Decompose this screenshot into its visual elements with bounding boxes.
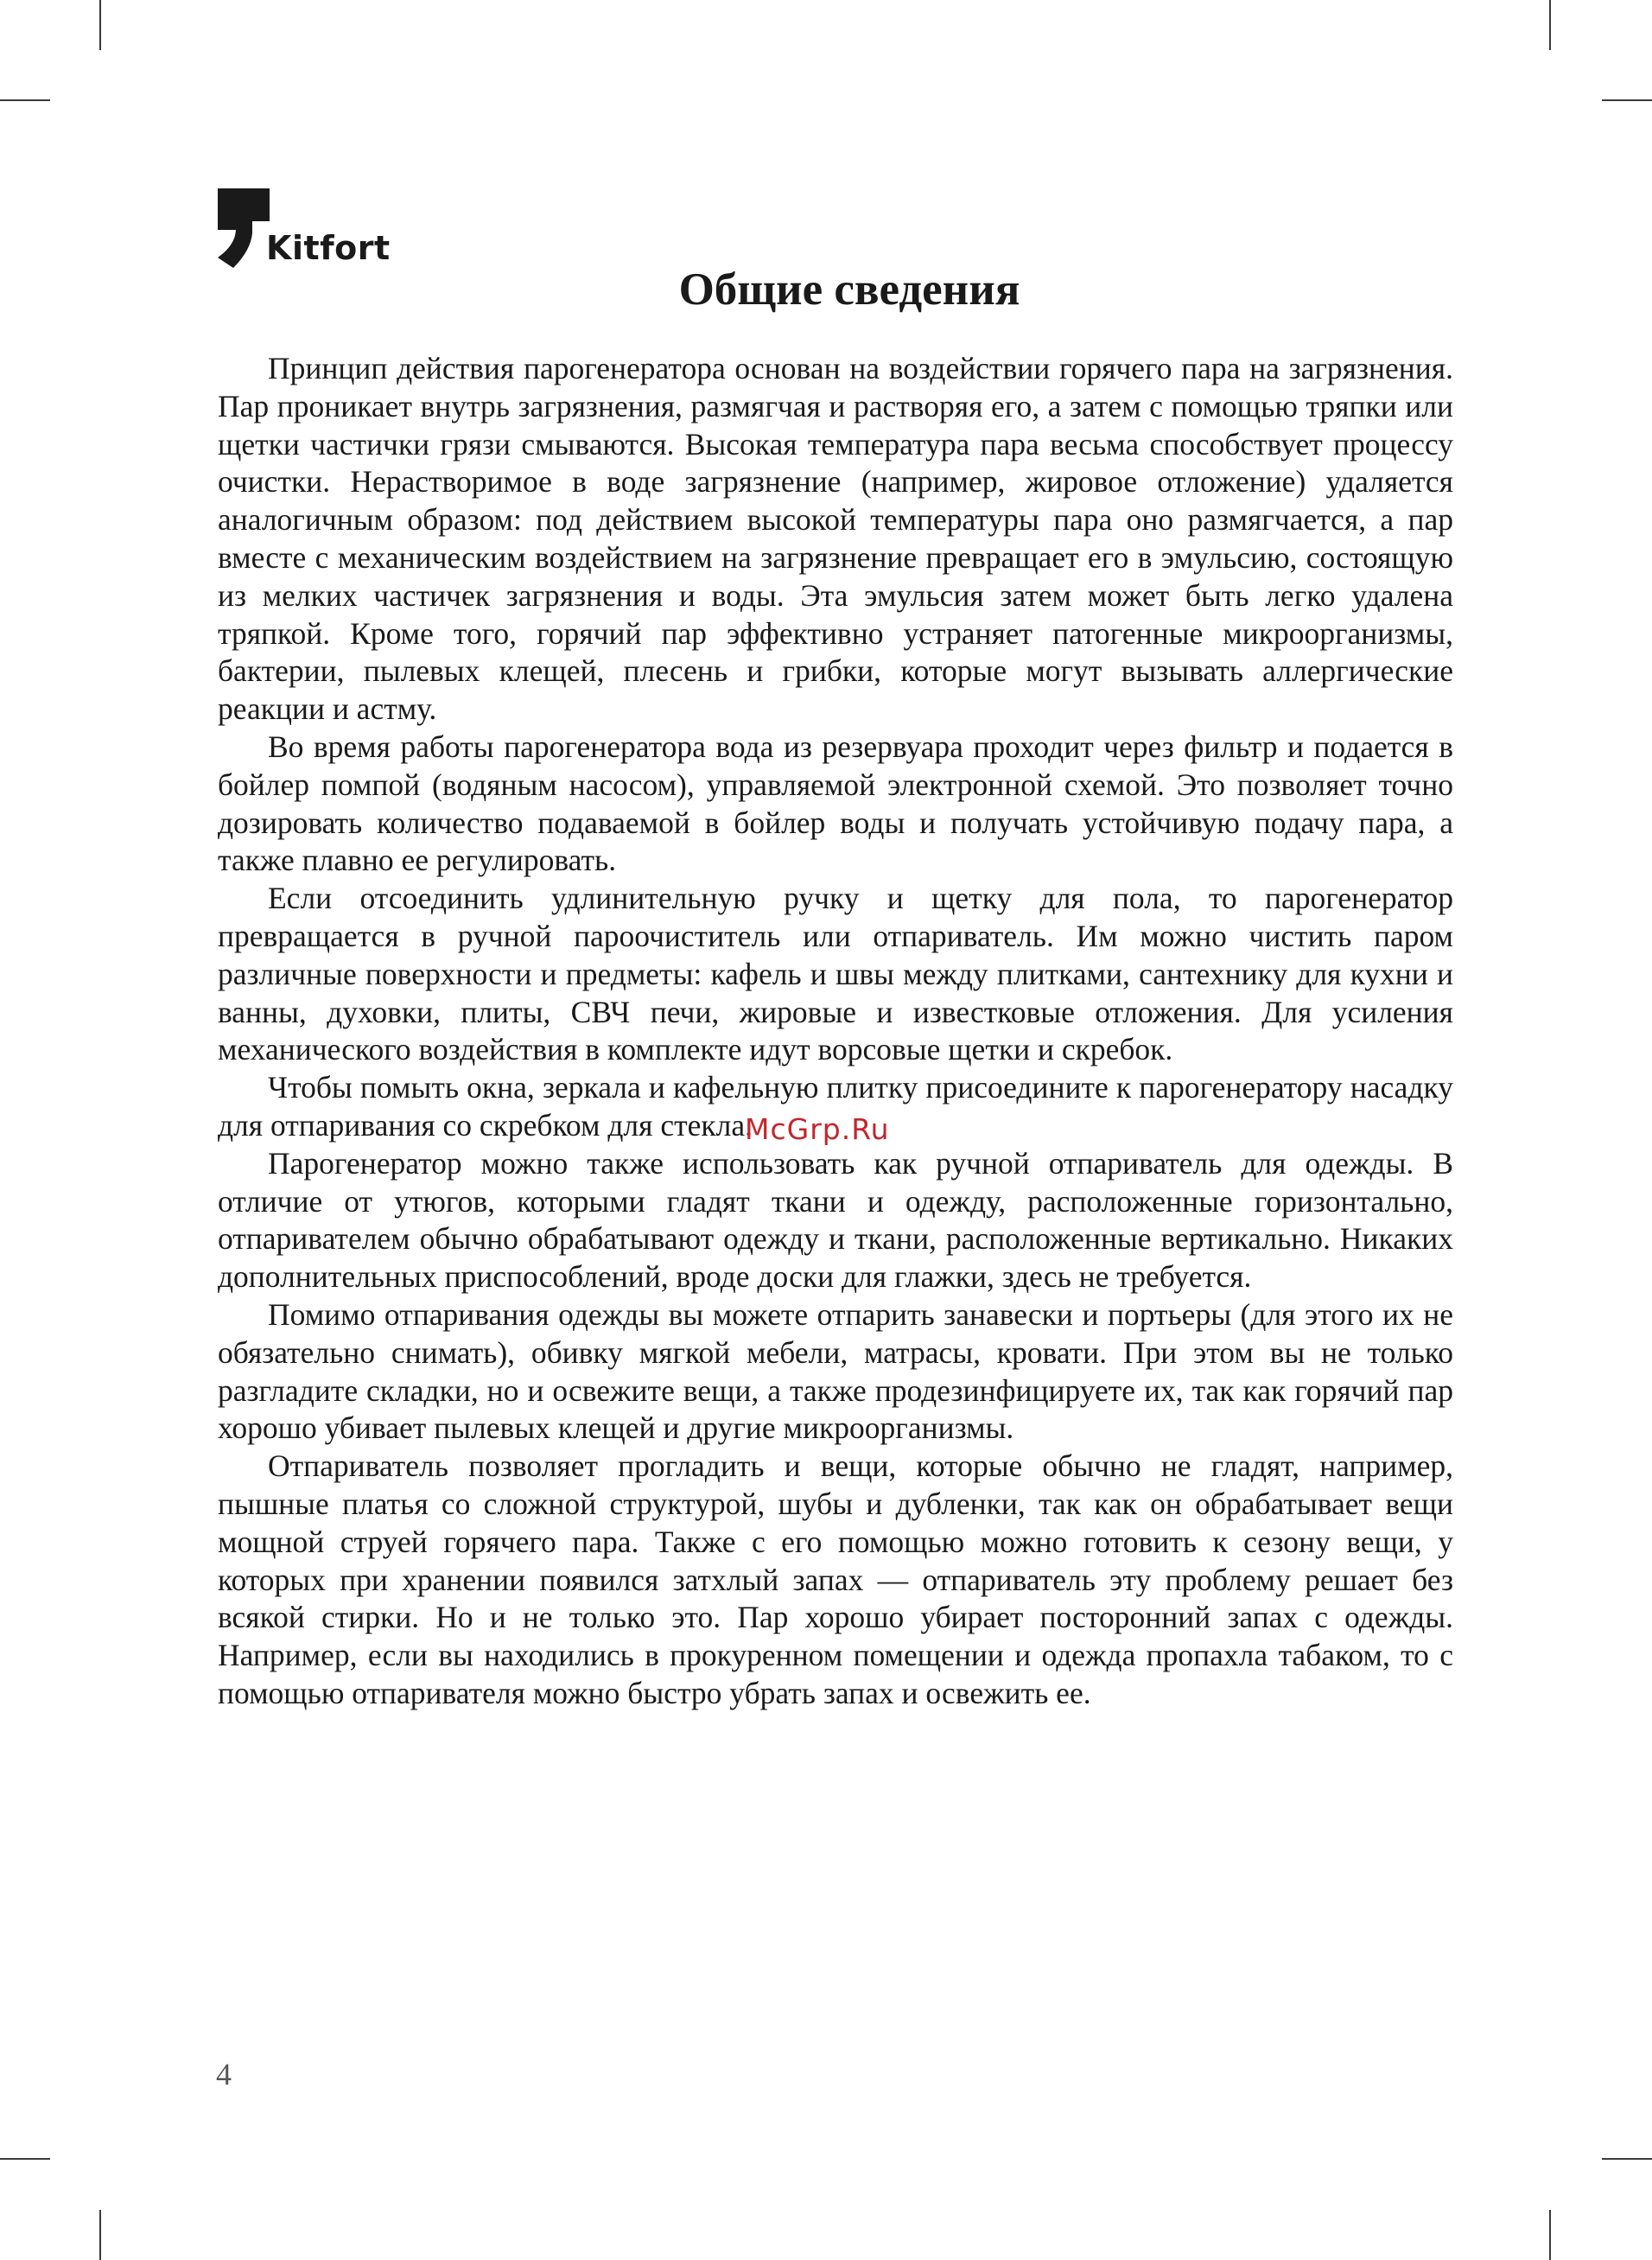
- crop-mark-top-left-vertical: [99, 0, 101, 50]
- paragraph: Чтобы помыть окна, зеркала и кафельную плитку присоедините к парогенератору насадку для отпаривания со скребком для стекла.: [218, 1070, 1453, 1143]
- crop-mark-top-left-horizontal: [0, 99, 50, 101]
- kitfort-logo-icon: [218, 188, 270, 268]
- paragraph: Помимо отпаривания одежды вы можете отпарить занавески и портьеры (для этого их не обязательно снимать), обивку мягкой мебели, матрасы, кровати. При этом вы не только разгладите складки, но и освежите вещи, а также продезинфицируете их, так как горячий пар хорошо убивает пылевых клещей и другие микроорганизмы.: [218, 1296, 1453, 1446]
- paragraph: Принцип действия парогенератора основан на воздействии горячего пара на загрязнения. Пар проникает внутрь загрязнения, размягчая и растворяя его, а затем с помощью тряпки или щетки частички грязи смываются. Высокая температура пара весьма способствует процессу очистки. Нерастворимое в воде загрязнение (например, жировое отложение) удаляется аналогичным образом: под действием высокой температуры пара оно размягчается, а пар вместе с механическим воздействием на загрязнение превращает его в эмульсию, состоящую из мелких частичек загрязнения и воды. Эта эмульсия затем может быть легко удалена тряпкой. Кроме того, горячий пар эффективно устраняет патогенные микроорганизмы, бактерии, пылевых клещей, плесень и грибки, которые могут вызывать аллергические реакции и астму.: [218, 351, 1453, 727]
- brand-name: Kitfort: [266, 229, 391, 267]
- paragraph: Отпариватель позволяет прогладить и вещи, которые обычно не гладят, например, пышные платья со сложной структурой, шубы и дубленки, так как он обрабатывает вещи мощной струей горячего пара. Также с его помощью можно готовить к сезону вещи, у которых при хранении появился затхлый запах — отпариватель эту проблему решает без всякой стирки. Но и не только это. Пар хорошо убирает посторонний запах с одежды. Например, если вы находились в прокуренном помещении и одежда пропахла табаком, то с помощью отпаривателя можно быстро убрать запах и освежить ее.: [218, 1448, 1453, 1710]
- watermark-link[interactable]: McGrp.Ru: [745, 1112, 890, 1146]
- body-text: [218, 350, 1453, 1713]
- page-title: Общие сведения: [678, 264, 1020, 315]
- crop-mark-bottom-right-vertical: [1549, 2210, 1551, 2260]
- crop-mark-bottom-right-horizontal: [1602, 2158, 1652, 2160]
- page-number: 4: [216, 2057, 232, 2091]
- crop-mark-top-right-horizontal: [1602, 99, 1652, 101]
- crop-mark-bottom-left-vertical: [99, 2210, 101, 2260]
- paragraph: Во время работы парогенератора вода из резервуара проходит через фильтр и подается в бойлер помпой (водяным насосом), управляемой электронной схемой. Это позволяет точно дозировать количество подаваемой в бойлер воды и получать устойчивую подачу пара, а также плавно ее регулировать.: [218, 729, 1453, 878]
- crop-mark-bottom-left-horizontal: [0, 2158, 50, 2160]
- paragraph: Парогенератор можно также использовать как ручной отпариватель для одежды. В отличие от утюгов, которыми гладят ткани и одежду, расположенные горизонтально, отпаривателем обычно обрабатывают одежду и ткани, расположенные вертикально. Никаких дополнительных приспособлений, вроде доски для глажки, здесь не требуется.: [218, 1145, 1453, 1295]
- paragraph: Если отсоединить удлинительную ручку и щетку для пола, то парогенератор превращается в ручной пароочиститель или отпариватель. Им можно чистить паром различные поверхности и предметы: кафель и швы между плитками, сантехнику для кухни и ванны, духовки, плиты, СВЧ печи, жировые и известковые отложения. Для усиления механического воздействия в комплекте идут ворсовые щетки и скребок.: [218, 881, 1453, 1067]
- crop-mark-top-right-vertical: [1549, 0, 1551, 50]
